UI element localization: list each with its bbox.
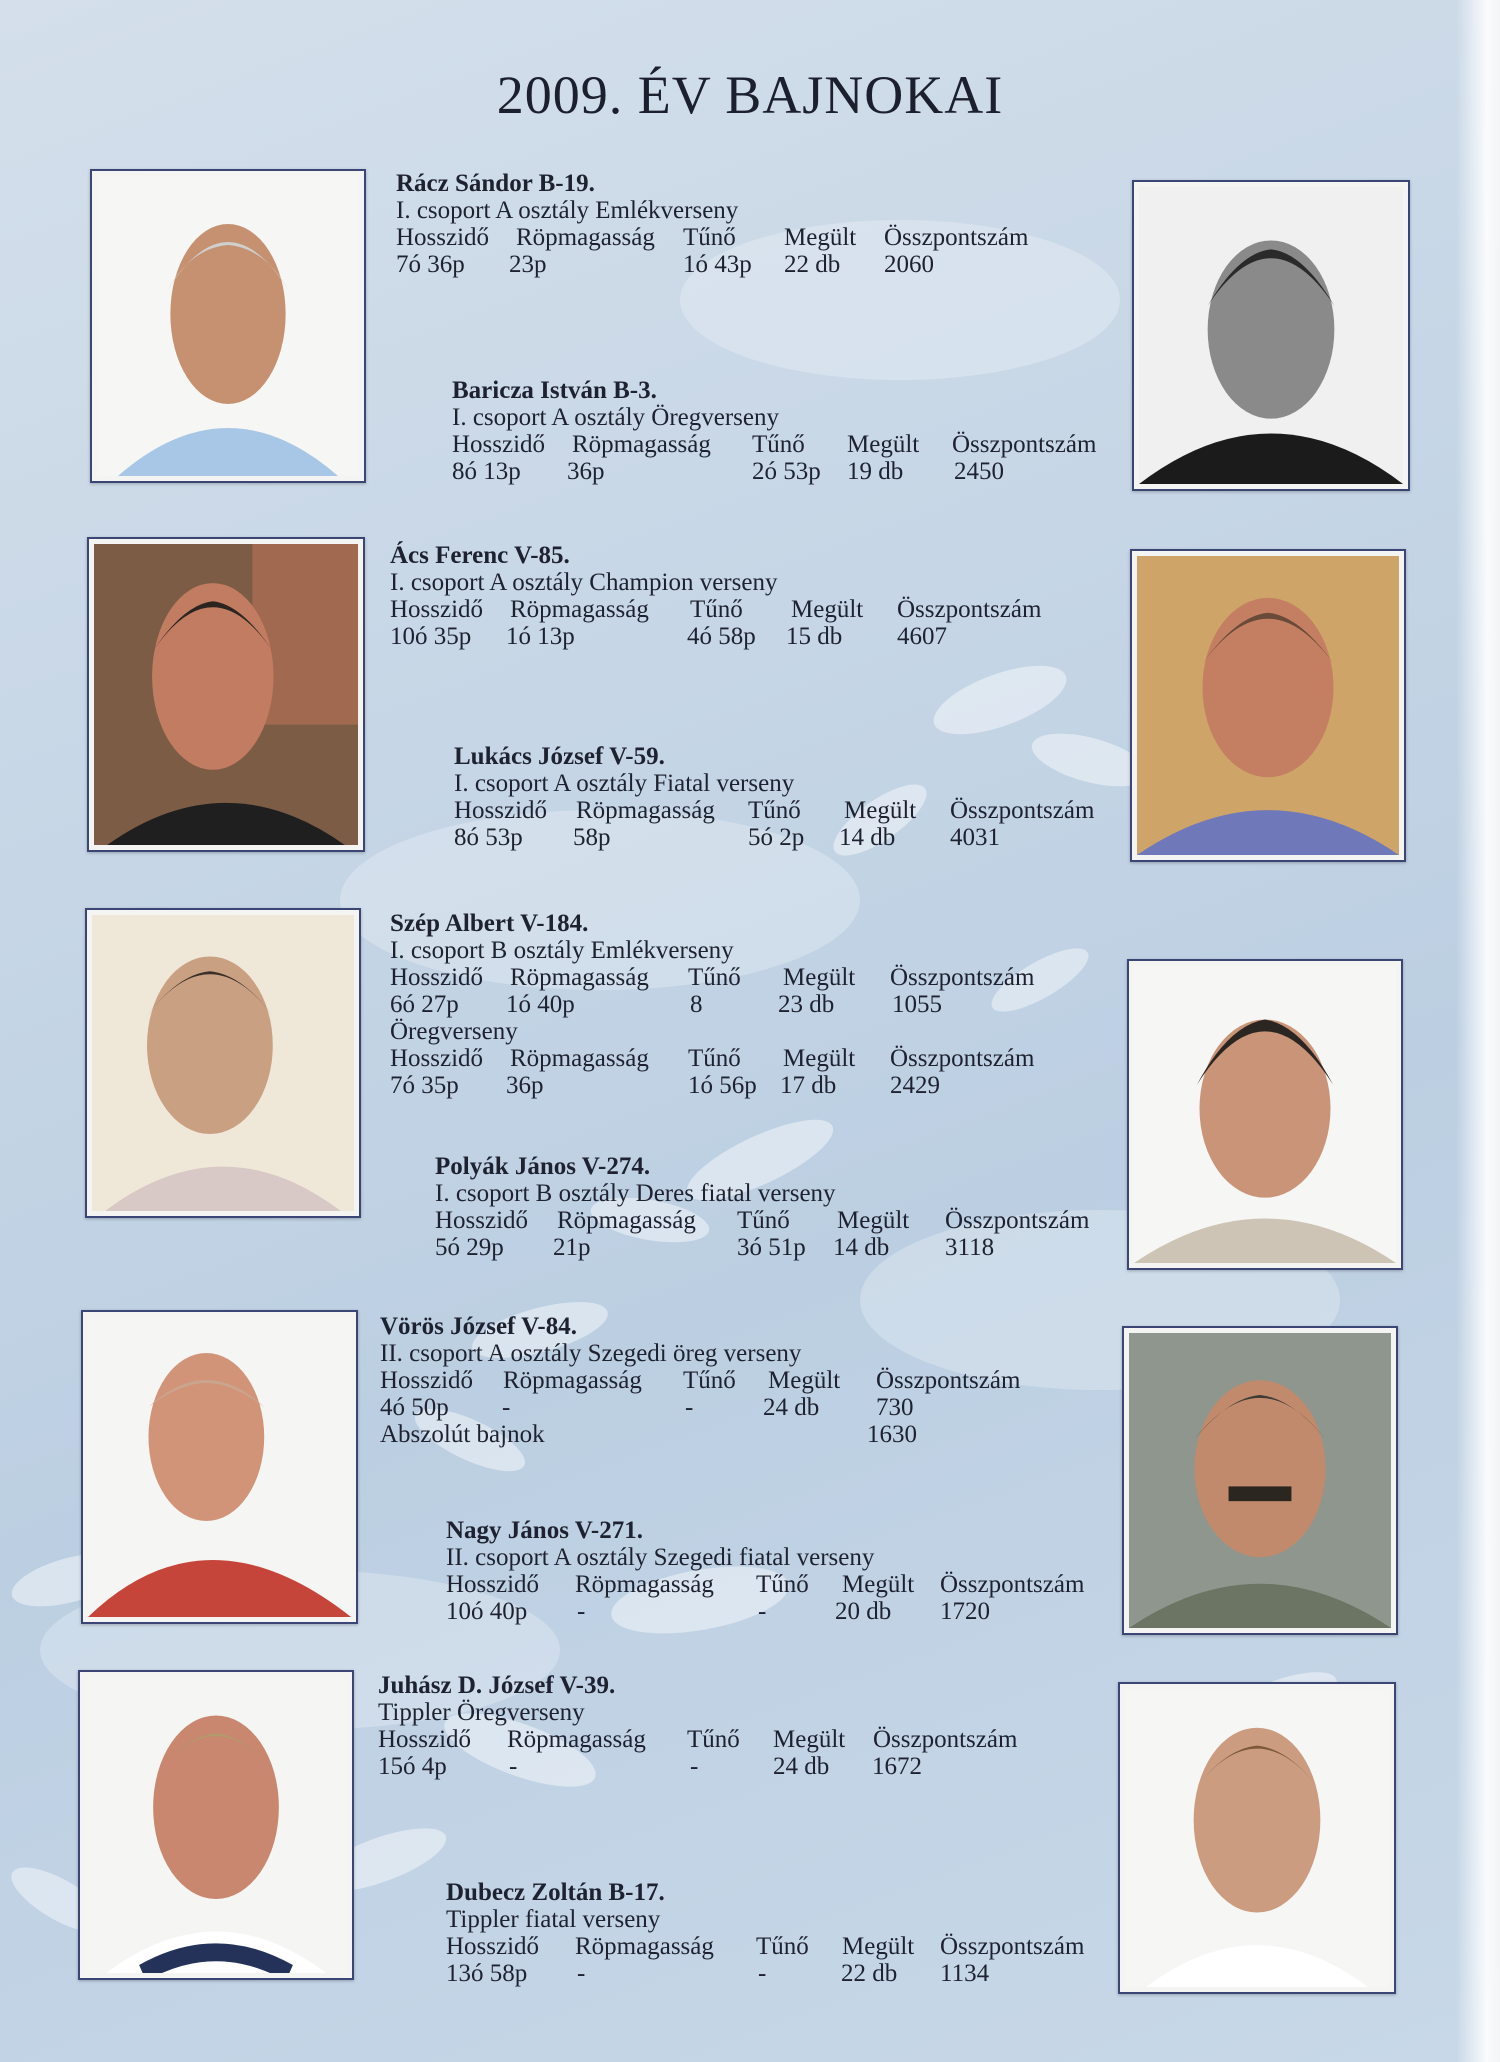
value-megult: 24 db xyxy=(773,1753,830,1780)
results-values-row xyxy=(435,1234,995,1261)
header-tuno: Tűnő xyxy=(683,1367,736,1394)
header-ropmagassag: Röpmagasság xyxy=(510,1045,649,1072)
header-ropmagassag: Röpmagasság xyxy=(572,431,711,458)
results-header-row xyxy=(446,1571,1085,1598)
value-megult: 22 db xyxy=(841,1960,898,1987)
header-hosszido: Hosszidő xyxy=(396,224,490,251)
entry-baricza-istvan xyxy=(452,377,1097,485)
value-ropmagassag: 1ó 40p xyxy=(506,991,575,1018)
value-osszpont: 1672 xyxy=(872,1753,922,1780)
results-header-row xyxy=(390,964,1035,991)
value-megult: 17 db xyxy=(780,1072,837,1099)
results-header-row xyxy=(380,1367,1021,1394)
value-hosszido: 7ó 35p xyxy=(390,1072,459,1099)
value-tuno: 4ó 58p xyxy=(687,623,756,650)
results-values-row xyxy=(378,1753,922,1780)
header-megult: Megült xyxy=(844,797,917,824)
value-osszpont: 4607 xyxy=(897,623,947,650)
competition-category: II. csoport A osztály Szegedi öreg verseny xyxy=(380,1340,802,1367)
entry-acs-ferenc xyxy=(390,542,1042,650)
header-osszpont: Összpontszám xyxy=(952,431,1097,458)
value-tuno: - xyxy=(758,1598,767,1625)
absolute-champion-row xyxy=(380,1421,917,1448)
champion-name: Rácz Sándor B-19. xyxy=(396,170,595,197)
header-tuno: Tűnő xyxy=(737,1207,790,1234)
value-tuno: 8 xyxy=(690,991,703,1018)
photo-baricza-istvan xyxy=(1132,180,1410,491)
absolute-champion-label: Abszolút bajnok xyxy=(380,1421,545,1448)
header-ropmagassag: Röpmagasság xyxy=(510,964,649,991)
header-hosszido: Hosszidő xyxy=(390,964,484,991)
header-ropmagassag: Röpmagasság xyxy=(503,1367,642,1394)
entry-voros-jozsef xyxy=(380,1313,1021,1448)
champion-name: Ács Ferenc V-85. xyxy=(390,542,570,569)
results-header-row xyxy=(390,596,1042,623)
value-ropmagassag: 36p xyxy=(567,458,605,485)
competition-category: I. csoport B osztály Deres fiatal verseny xyxy=(435,1180,836,1207)
results-values-row xyxy=(446,1960,990,1987)
value-osszpont: 2429 xyxy=(890,1072,940,1099)
results-header-row-2 xyxy=(390,1045,1035,1072)
header-tuno: Tűnő xyxy=(690,596,743,623)
header-megult: Megült xyxy=(784,224,857,251)
header-hosszido: Hosszidő xyxy=(454,797,548,824)
value-hosszido: 10ó 40p xyxy=(446,1598,528,1625)
header-osszpont: Összpontszám xyxy=(940,1933,1085,1960)
header-tuno: Tűnő xyxy=(688,1045,741,1072)
value-hosszido: 15ó 4p xyxy=(378,1753,447,1780)
value-tuno: 1ó 43p xyxy=(683,251,752,278)
header-osszpont: Összpontszám xyxy=(945,1207,1090,1234)
value-ropmagassag: 21p xyxy=(553,1234,591,1261)
value-osszpont: 1055 xyxy=(892,991,942,1018)
value-osszpont: 1720 xyxy=(940,1598,990,1625)
results-values-row xyxy=(380,1394,914,1421)
header-hosszido: Hosszidő xyxy=(435,1207,529,1234)
header-megult: Megült xyxy=(791,596,864,623)
entry-lukacs-jozsef xyxy=(454,743,1095,851)
header-ropmagassag: Röpmagasság xyxy=(557,1207,696,1234)
value-tuno: 1ó 56p xyxy=(688,1072,757,1099)
results-header-row xyxy=(446,1933,1085,1960)
value-megult: 20 db xyxy=(835,1598,892,1625)
photo-nagy-janos xyxy=(1122,1326,1398,1635)
value-hosszido: 5ó 29p xyxy=(435,1234,504,1261)
header-ropmagassag: Röpmagasság xyxy=(576,797,715,824)
champion-name: Polyák János V-274. xyxy=(435,1153,651,1180)
value-megult: 14 db xyxy=(833,1234,890,1261)
header-megult: Megült xyxy=(842,1571,915,1598)
value-osszpont: 4031 xyxy=(950,824,1000,851)
photo-lukacs-jozsef xyxy=(1130,549,1406,862)
photo-acs-ferenc xyxy=(87,537,365,852)
header-osszpont: Összpontszám xyxy=(884,224,1029,251)
header-megult: Megült xyxy=(783,1045,856,1072)
header-ropmagassag: Röpmagasság xyxy=(516,224,655,251)
results-header-row xyxy=(396,224,1029,251)
value-hosszido: 4ó 50p xyxy=(380,1394,449,1421)
value-hosszido: 10ó 35p xyxy=(390,623,472,650)
header-ropmagassag: Röpmagasság xyxy=(510,596,649,623)
value-ropmagassag: 58p xyxy=(573,824,611,851)
value-osszpont: 730 xyxy=(876,1394,914,1421)
champion-name: Vörös József V-84. xyxy=(380,1313,577,1340)
value-megult: 15 db xyxy=(786,623,843,650)
entry-nagy-janos xyxy=(446,1517,1085,1625)
value-ropmagassag: - xyxy=(577,1598,586,1625)
results-header-row xyxy=(452,431,1097,458)
competition-category: II. csoport A osztály Szegedi fiatal verseny xyxy=(446,1544,875,1571)
value-megult: 24 db xyxy=(763,1394,820,1421)
value-hosszido: 13ó 58p xyxy=(446,1960,528,1987)
value-hosszido: 8ó 13p xyxy=(452,458,521,485)
entry-dubecz-zoltan xyxy=(446,1879,1085,1987)
value-megult: 23 db xyxy=(778,991,835,1018)
value-megult: 19 db xyxy=(847,458,904,485)
header-megult: Megült xyxy=(773,1726,846,1753)
photo-voros-jozsef xyxy=(81,1310,358,1624)
competition-category-2: Öregverseny xyxy=(390,1018,518,1045)
header-ropmagassag: Röpmagasság xyxy=(507,1726,646,1753)
results-values-row xyxy=(390,991,942,1018)
header-tuno: Tűnő xyxy=(748,797,801,824)
photo-racz-sandor xyxy=(90,169,366,483)
header-tuno: Tűnő xyxy=(683,224,736,251)
value-tuno: - xyxy=(690,1753,699,1780)
champion-name: Juhász D. József V-39. xyxy=(378,1672,616,1699)
competition-category: Tippler fiatal verseny xyxy=(446,1906,661,1933)
page-title: 2009. ÉV BAJNOKAI xyxy=(496,65,1004,125)
competition-category: I. csoport A osztály Emlékverseny xyxy=(396,197,739,224)
header-megult: Megült xyxy=(783,964,856,991)
photo-szep-albert xyxy=(85,908,361,1218)
header-megult: Megült xyxy=(837,1207,910,1234)
value-tuno: 5ó 2p xyxy=(748,824,805,851)
header-megult: Megült xyxy=(768,1367,841,1394)
value-ropmagassag: - xyxy=(577,1960,586,1987)
header-tuno: Tűnő xyxy=(756,1933,809,1960)
photo-juhasz-d-jozsef xyxy=(78,1670,354,1980)
results-header-row xyxy=(435,1207,1090,1234)
header-hosszido: Hosszidő xyxy=(380,1367,474,1394)
header-ropmagassag: Röpmagasság xyxy=(575,1933,714,1960)
header-hosszido: Hosszidő xyxy=(452,431,546,458)
header-osszpont: Összpontszám xyxy=(876,1367,1021,1394)
champion-name: Baricza István B-3. xyxy=(452,377,657,404)
page-edge xyxy=(1456,0,1500,2062)
champion-name: Lukács József V-59. xyxy=(454,743,665,770)
value-megult: 22 db xyxy=(784,251,841,278)
entry-juhasz-d-jozsef xyxy=(378,1672,1018,1780)
champion-name: Dubecz Zoltán B-17. xyxy=(446,1879,665,1906)
header-megult: Megült xyxy=(842,1933,915,1960)
photo-polyak-janos xyxy=(1127,959,1403,1270)
header-tuno: Tűnő xyxy=(756,1571,809,1598)
competition-category: I. csoport A osztály Champion verseny xyxy=(390,569,778,596)
value-tuno: 2ó 53p xyxy=(752,458,821,485)
value-ropmagassag: - xyxy=(502,1394,511,1421)
absolute-champion-value: 1630 xyxy=(867,1421,917,1448)
results-values-row xyxy=(396,251,934,278)
header-hosszido: Hosszidő xyxy=(446,1571,540,1598)
header-osszpont: Összpontszám xyxy=(890,964,1035,991)
photo-dubecz-zoltan xyxy=(1118,1682,1396,1994)
value-tuno: - xyxy=(685,1394,694,1421)
competition-category: I. csoport A osztály Öregverseny xyxy=(452,404,780,431)
header-hosszido: Hosszidő xyxy=(446,1933,540,1960)
header-osszpont: Összpontszám xyxy=(890,1045,1035,1072)
value-ropmagassag: - xyxy=(509,1753,518,1780)
value-osszpont: 2450 xyxy=(954,458,1004,485)
header-hosszido: Hosszidő xyxy=(378,1726,472,1753)
results-values-row xyxy=(452,458,1004,485)
results-values-row xyxy=(446,1598,990,1625)
header-osszpont: Összpontszám xyxy=(950,797,1095,824)
competition-category: Tippler Öregverseny xyxy=(378,1699,585,1726)
value-osszpont: 2060 xyxy=(884,251,934,278)
header-osszpont: Összpontszám xyxy=(897,596,1042,623)
header-tuno: Tűnő xyxy=(688,964,741,991)
value-megult: 14 db xyxy=(839,824,896,851)
results-header-row xyxy=(378,1726,1018,1753)
results-values-row-2 xyxy=(390,1072,940,1099)
value-ropmagassag: 1ó 13p xyxy=(506,623,575,650)
header-osszpont: Összpontszám xyxy=(940,1571,1085,1598)
entry-racz-sandor xyxy=(396,170,1029,278)
value-hosszido: 7ó 36p xyxy=(396,251,465,278)
champion-name: Szép Albert V-184. xyxy=(390,910,589,937)
header-tuno: Tűnő xyxy=(752,431,805,458)
value-hosszido: 8ó 53p xyxy=(454,824,523,851)
value-osszpont: 1134 xyxy=(940,1960,990,1987)
header-tuno: Tűnő xyxy=(687,1726,740,1753)
value-tuno: 3ó 51p xyxy=(737,1234,806,1261)
value-ropmagassag: 36p xyxy=(506,1072,544,1099)
results-values-row xyxy=(454,824,1000,851)
value-ropmagassag: 23p xyxy=(509,251,547,278)
results-values-row xyxy=(390,623,947,650)
value-osszpont: 3118 xyxy=(945,1234,995,1261)
entry-szep-albert xyxy=(390,910,1035,1099)
champion-name: Nagy János V-271. xyxy=(446,1517,644,1544)
header-osszpont: Összpontszám xyxy=(873,1726,1018,1753)
value-tuno: - xyxy=(758,1960,767,1987)
header-ropmagassag: Röpmagasság xyxy=(575,1571,714,1598)
value-hosszido: 6ó 27p xyxy=(390,991,459,1018)
entry-polyak-janos xyxy=(435,1153,1090,1261)
header-hosszido: Hosszidő xyxy=(390,1045,484,1072)
header-hosszido: Hosszidő xyxy=(390,596,484,623)
competition-category: I. csoport B osztály Emlékverseny xyxy=(390,937,734,964)
header-megult: Megült xyxy=(847,431,920,458)
results-header-row xyxy=(454,797,1095,824)
competition-category: I. csoport A osztály Fiatal verseny xyxy=(454,770,795,797)
